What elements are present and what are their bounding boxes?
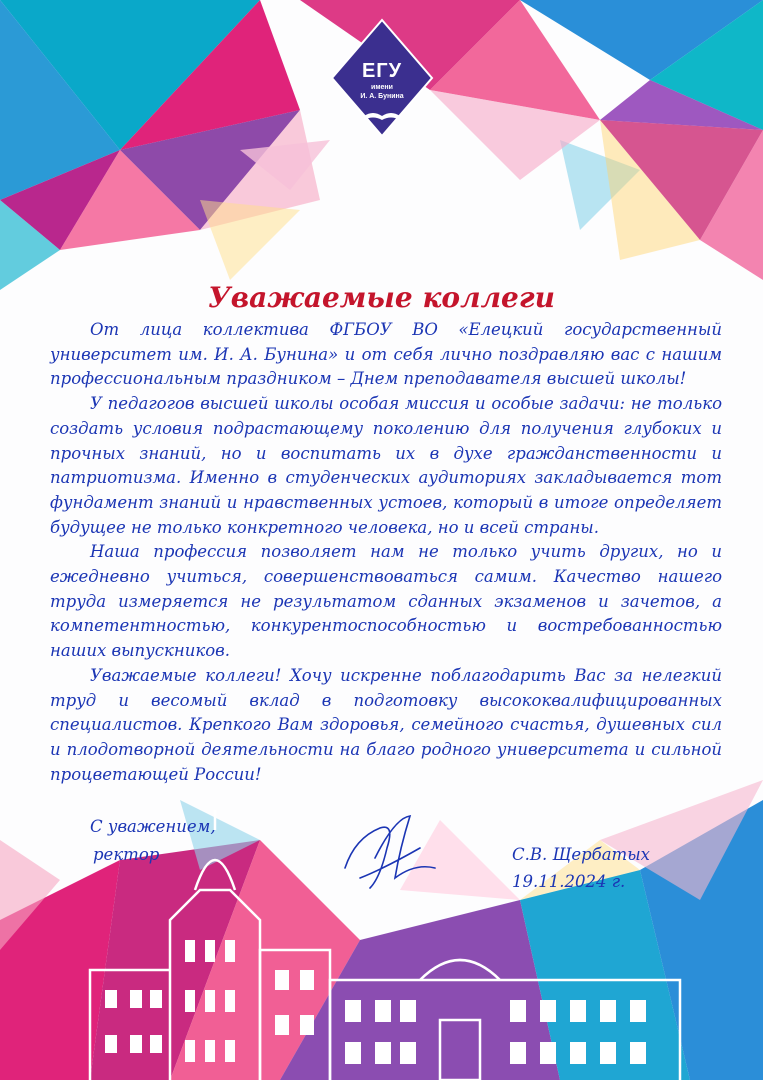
closing-line: С уважением, [90, 817, 216, 836]
letter-paragraph: Наша профессия позволяет нам не только учить других, но и ежедневно учиться, совершенствоваться самим. Качество нашего труда измеряется не результатом сданных экзаменов и зачетов, а компетентностью, конкурентоспособностью и востребованностью наших выпускников. [50, 542, 722, 661]
university-logo [330, 18, 434, 138]
letter-paragraph: От лица коллектива ФГБОУ ВО «Елецкий государственный университет им. И. А. Бунина» и от себя лично поздравляю вас с нашим профессиональным праздником – Днем преподавателя высшей школы! [50, 320, 722, 389]
logo-subtitle-1: имени [371, 84, 393, 91]
letter-date: 19.11.2024 г. [512, 872, 626, 891]
logo-subtitle-2: И. А. Бунина [360, 93, 404, 100]
handwritten-signature [325, 808, 445, 898]
logo-title: ЕГУ [361, 60, 403, 82]
signer-position: ректор [93, 845, 160, 864]
letter-paragraph: Уважаемые коллеги! Хочу искренне поблагодарить Вас за нелегкий труд и весомый вклад в подготовку высококвалифицированных специалистов. Крепкого Вам здоровья, семейного счастья, душевных сил и плодотворной деятельности на благо родного университета и сильной процветающей России! [50, 665, 722, 784]
letter-body [50, 318, 722, 787]
signer-name: С.В. Щербатых [512, 845, 650, 864]
letter-paragraph: У педагогов высшей школы особая миссия и особые задачи: не только создать условия подрастающему поколению для получения глубоких и прочных знаний, но и воспитать их в духе гражданственности и патриотизма. Именно в студенческих аудиториях закладывается тот фундамент знаний и нравственных устоев, который в итоге определяет будущее не только конкретного человека, но и всей страны. [50, 394, 722, 537]
letter-heading: Уважаемые коллеги [208, 281, 555, 314]
